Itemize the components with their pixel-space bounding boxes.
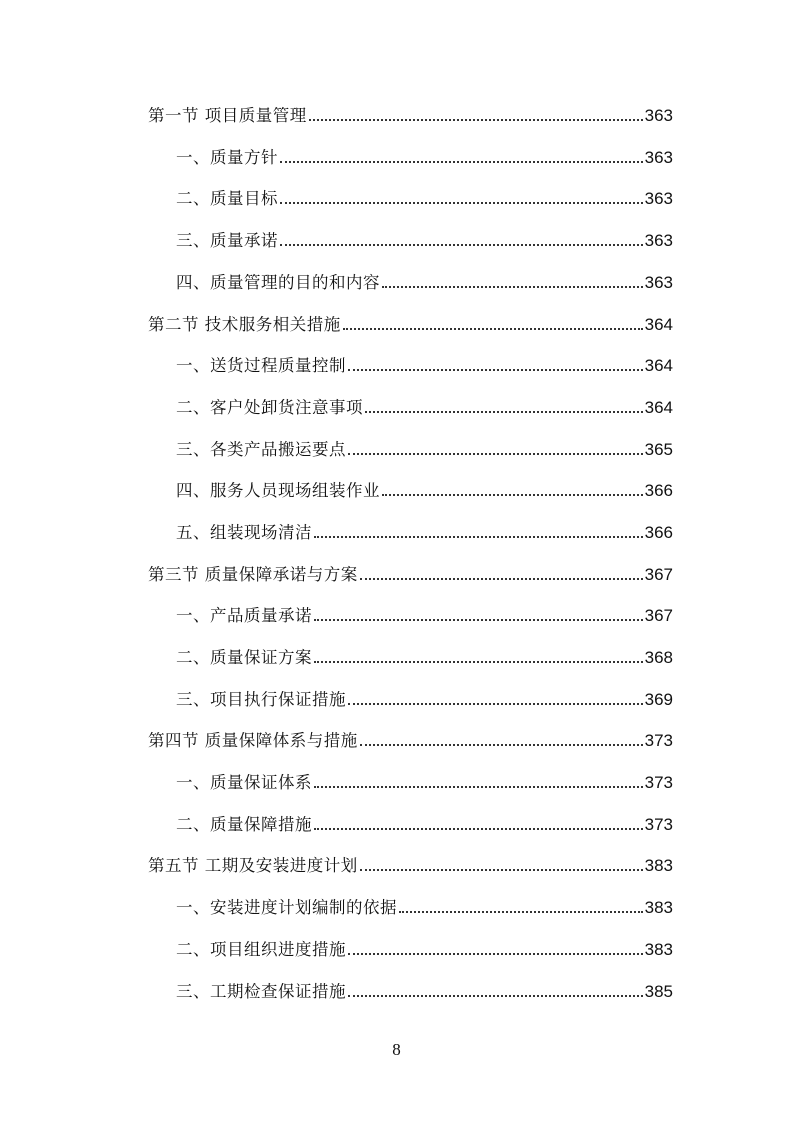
dot-leader — [309, 119, 643, 121]
toc-entry-subsection[interactable] — [0, 929, 793, 971]
toc-entry-title: 四、服务人员现场组装作业 — [176, 481, 380, 501]
dot-leader — [314, 536, 643, 538]
dot-leader — [348, 995, 643, 997]
table-of-contents — [0, 95, 793, 1012]
dot-leader — [314, 619, 643, 621]
toc-entry-section[interactable] — [0, 845, 793, 887]
toc-entry-line — [176, 983, 673, 1001]
dot-leader — [360, 869, 643, 871]
toc-entry-subsection[interactable] — [0, 804, 793, 846]
page-number: 8 — [392, 1040, 401, 1059]
toc-entry-line — [148, 107, 673, 125]
toc-entry-section[interactable] — [0, 95, 793, 137]
toc-entry-title: 二、客户处卸货注意事项 — [176, 397, 363, 417]
dot-leader — [280, 244, 643, 246]
toc-entry-section[interactable] — [0, 554, 793, 596]
toc-entry-subsection[interactable] — [0, 387, 793, 429]
toc-entry-line — [176, 190, 673, 208]
dot-leader — [365, 411, 643, 413]
toc-entry-title: 一、产品质量承诺 — [176, 606, 312, 626]
toc-entry-subsection[interactable] — [0, 637, 793, 679]
dot-leader — [382, 494, 643, 496]
toc-entry-page: 364 — [644, 356, 673, 376]
toc-entry-page: 366 — [644, 522, 673, 542]
toc-entry-line — [176, 691, 673, 709]
toc-entry-title: 三、各类产品搬运要点 — [176, 439, 346, 459]
toc-entry-line — [176, 899, 673, 917]
toc-entry-title: 二、质量保障措施 — [176, 814, 312, 834]
toc-entry-line — [176, 357, 673, 375]
toc-entry-page: 383 — [644, 898, 673, 918]
dot-leader — [382, 286, 643, 288]
toc-entry-line — [176, 274, 673, 292]
toc-entry-subsection[interactable] — [0, 595, 793, 637]
toc-entry-page: 367 — [644, 564, 673, 584]
dot-leader — [280, 202, 643, 204]
toc-entry-title: 一、质量方针 — [176, 147, 278, 167]
toc-entry-subsection[interactable] — [0, 262, 793, 304]
toc-entry-line — [176, 524, 673, 542]
toc-entry-page: 368 — [644, 648, 673, 668]
toc-entry-page: 383 — [644, 939, 673, 959]
toc-entry-page: 365 — [644, 439, 673, 459]
toc-entry-line — [148, 566, 673, 584]
toc-entry-title: 第三节 质量保障承诺与方案 — [148, 564, 358, 584]
toc-entry-title: 二、项目组织进度措施 — [176, 939, 346, 959]
toc-entry-line — [176, 482, 673, 500]
toc-entry-line — [176, 816, 673, 834]
toc-entry-line — [148, 316, 673, 334]
toc-entry-title: 一、安装进度计划编制的依据 — [176, 898, 397, 918]
dot-leader — [348, 369, 643, 371]
toc-entry-section[interactable] — [0, 720, 793, 762]
dot-leader — [348, 703, 643, 705]
dot-leader — [399, 911, 643, 913]
dot-leader — [348, 953, 643, 955]
toc-entry-page: 369 — [644, 689, 673, 709]
toc-entry-page: 367 — [644, 606, 673, 626]
toc-entry-line — [176, 941, 673, 959]
toc-entry-line — [176, 774, 673, 792]
dot-leader — [314, 786, 643, 788]
toc-entry-title: 第五节 工期及安装进度计划 — [148, 856, 358, 876]
dot-leader — [280, 161, 643, 163]
toc-entry-subsection[interactable] — [0, 470, 793, 512]
toc-entry-title: 第四节 质量保障体系与措施 — [148, 731, 358, 751]
toc-entry-title: 三、质量承诺 — [176, 231, 278, 251]
toc-entry-title: 第二节 技术服务相关措施 — [148, 314, 341, 334]
toc-entry-page: 364 — [644, 397, 673, 417]
toc-entry-page: 373 — [644, 814, 673, 834]
dot-leader — [314, 661, 643, 663]
dot-leader — [348, 453, 643, 455]
toc-entry-page: 363 — [644, 147, 673, 167]
toc-entry-line — [148, 857, 673, 875]
toc-entry-title: 五、组装现场清洁 — [176, 522, 312, 542]
toc-entry-page: 363 — [644, 189, 673, 209]
toc-entry-page: 363 — [644, 106, 673, 126]
toc-entry-title: 一、质量保证体系 — [176, 773, 312, 793]
toc-entry-line — [176, 649, 673, 667]
toc-entry-subsection[interactable] — [0, 429, 793, 471]
toc-entry-line — [176, 441, 673, 459]
toc-entry-page: 363 — [644, 231, 673, 251]
toc-entry-subsection[interactable] — [0, 178, 793, 220]
toc-entry-line — [176, 232, 673, 250]
toc-entry-page: 366 — [644, 481, 673, 501]
toc-entry-title: 二、质量目标 — [176, 189, 278, 209]
toc-entry-line — [176, 607, 673, 625]
toc-entry-subsection[interactable] — [0, 137, 793, 179]
toc-entry-page: 383 — [644, 856, 673, 876]
toc-entry-subsection[interactable] — [0, 220, 793, 262]
dot-leader — [343, 328, 643, 330]
toc-entry-page: 364 — [644, 314, 673, 334]
toc-entry-line — [148, 732, 673, 750]
toc-entry-page: 373 — [644, 773, 673, 793]
toc-entry-page: 373 — [644, 731, 673, 751]
toc-entry-section[interactable] — [0, 303, 793, 345]
toc-entry-subsection[interactable] — [0, 512, 793, 554]
toc-entry-title: 第一节 项目质量管理 — [148, 106, 307, 126]
toc-entry-subsection[interactable] — [0, 345, 793, 387]
toc-entry-page: 385 — [644, 981, 673, 1001]
dot-leader — [314, 828, 643, 830]
dot-leader — [360, 578, 643, 580]
toc-entry-title: 二、质量保证方案 — [176, 648, 312, 668]
dot-leader — [360, 744, 643, 746]
toc-entry-title: 一、送货过程质量控制 — [176, 356, 346, 376]
toc-entry-line — [176, 399, 673, 417]
toc-entry-title: 三、项目执行保证措施 — [176, 689, 346, 709]
toc-entry-subsection[interactable] — [0, 679, 793, 721]
toc-entry-line — [176, 149, 673, 167]
toc-entry-page: 363 — [644, 272, 673, 292]
toc-entry-subsection[interactable] — [0, 887, 793, 929]
toc-entry-subsection[interactable] — [0, 970, 793, 1012]
toc-entry-subsection[interactable] — [0, 762, 793, 804]
toc-entry-title: 三、工期检查保证措施 — [176, 981, 346, 1001]
toc-entry-title: 四、质量管理的目的和内容 — [176, 272, 380, 292]
